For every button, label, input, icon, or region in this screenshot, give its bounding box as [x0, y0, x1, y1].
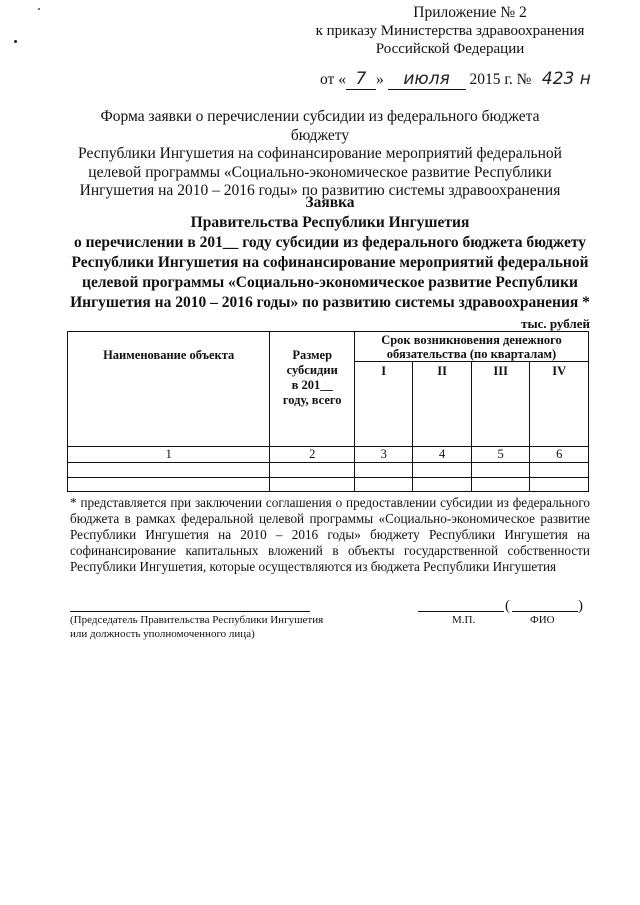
header-subsidy-size-line: в 201__	[291, 378, 333, 392]
date-year: 2015 г. №	[469, 71, 532, 88]
fio-label: ФИО	[530, 614, 555, 626]
footnote: * представляется при заключении соглашения о предоставлении субсидии из федерального бюджета в рамках федеральной целевой программы «Социально-экономическое развитие Республики Ингушетия на 2010 – 2016 годы» бюджету Республики Ингушетия на софинансирование капитальных вложений в объекты государственной собственности Республики Ингушетия, которые осуществляются из бюджета Республики Ингушетия	[70, 495, 590, 574]
form-title-line: Ингушетия на 2010 – 2016 годы» по развитию системы здравоохранения	[79, 182, 561, 199]
table-cell	[530, 463, 589, 478]
application-line: о перечислении в 201__ году субсидии из федерального бюджета бюджету	[73, 234, 587, 251]
date-month: июля	[388, 69, 466, 90]
col-number: 4	[413, 447, 471, 463]
application-line: Правительства Республики Ингушетия	[190, 214, 470, 231]
header-subsidy-size	[270, 332, 355, 447]
table-cell	[270, 463, 355, 478]
header-obligation-line: обязательства (по кварталам)	[386, 346, 557, 361]
scan-speck	[38, 8, 40, 10]
form-title	[70, 108, 570, 201]
signature-line-mp	[418, 611, 504, 612]
order-date-line	[320, 69, 620, 90]
header-quarter-3: III	[471, 362, 530, 447]
application-line: целевой программы «Социально-экономическое развитие Республики	[82, 274, 578, 291]
table-cell	[270, 478, 355, 492]
col-number: 2	[270, 447, 355, 463]
appendix-label: Приложение № 2	[413, 4, 527, 21]
paren-close: )	[578, 598, 583, 614]
signatory-caption-line: (Председатель Правительства Республики Ингушетия	[70, 614, 324, 626]
application-line: Республики Ингушетия на софинансирование мероприятий федеральной	[71, 254, 589, 271]
signature-line-left	[70, 611, 310, 612]
date-day: 7	[346, 69, 376, 90]
header-quarter-1: I	[354, 362, 412, 447]
header-subsidy-size-line: году, всего	[282, 393, 342, 407]
signatory-caption	[70, 613, 370, 641]
col-number: 6	[530, 447, 589, 463]
table-cell	[354, 463, 412, 478]
order-number: 423 н	[541, 69, 591, 89]
header-quarter-4: IV	[530, 362, 589, 447]
approval-block	[300, 4, 600, 58]
header-quarter-2: II	[413, 362, 471, 447]
form-title-line: целевой программы «Социально-экономическое развитие Республики	[88, 163, 552, 181]
application-line: Ингушетия на 2010 – 2016 годы» по развитию системы здравоохранения *	[70, 294, 590, 311]
date-mid: »	[375, 71, 384, 88]
table-cell	[354, 478, 412, 492]
application-title: Заявка	[305, 194, 355, 211]
header-subsidy-size-line: Размер	[292, 348, 333, 362]
table-row-empty	[68, 463, 589, 478]
table-cell	[413, 478, 471, 492]
header-obligation-term	[354, 332, 588, 362]
table-cell	[68, 463, 270, 478]
order-line-1: к приказу Министерства здравоохранения	[315, 23, 585, 39]
form-title-line: Республики Ингушетия на софинансирование мероприятий федеральной	[78, 145, 562, 162]
signature-line-fio	[512, 611, 578, 612]
form-title-line: Форма заявки о перечислении субсидии из федерального бюджета бюджету	[100, 108, 540, 144]
header-subsidy-size-line: субсидии	[286, 363, 338, 377]
table-row-numbers	[68, 447, 589, 463]
table-cell	[413, 463, 471, 478]
scan-speck	[14, 40, 17, 43]
table-cell	[68, 478, 270, 492]
table-cell	[471, 463, 530, 478]
units-label: тыс. рублей	[521, 316, 590, 331]
paren-open: (	[505, 598, 510, 614]
table-row-empty	[68, 478, 589, 492]
subsidy-table	[67, 331, 589, 492]
order-line-2: Российской Федерации	[375, 41, 525, 57]
col-number: 5	[471, 447, 530, 463]
col-number: 1	[68, 447, 270, 463]
mp-label: М.П.	[452, 614, 476, 626]
signatory-caption-line: или должность уполномоченного лица)	[70, 628, 255, 640]
table-cell	[471, 478, 530, 492]
header-obligation-line: Срок возникновения денежного	[381, 332, 562, 347]
table-cell	[530, 478, 589, 492]
date-prefix: от «	[320, 71, 346, 88]
col-number: 3	[354, 447, 412, 463]
header-object-name: Наименование объекта	[68, 332, 270, 447]
application-heading	[60, 193, 600, 313]
